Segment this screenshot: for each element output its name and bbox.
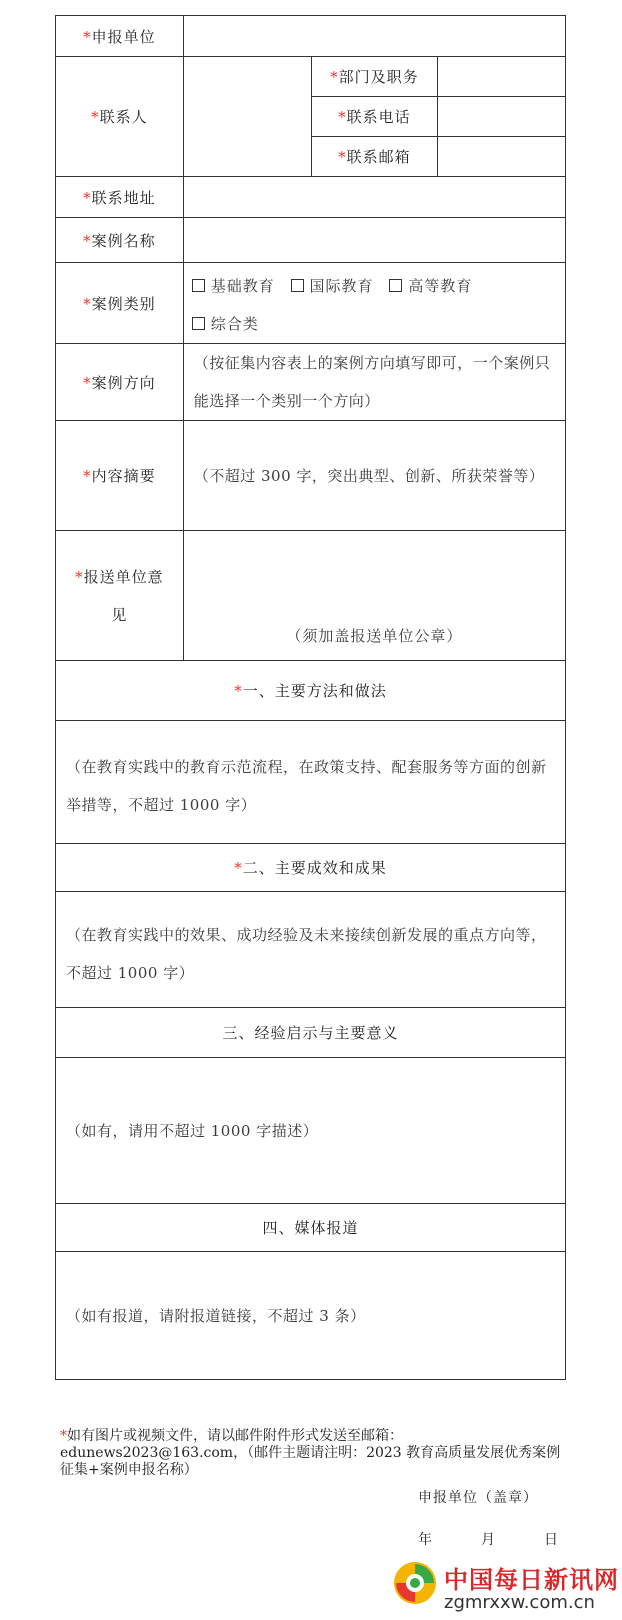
required-mark: * <box>338 108 347 126</box>
option-comprehensive[interactable]: 综合类 <box>192 315 259 333</box>
date-day: 日 <box>544 1532 558 1548</box>
section-media-body <box>56 1252 566 1380</box>
required-mark: * <box>83 373 92 392</box>
checkbox-basic-education[interactable] <box>192 279 205 292</box>
applicant-unit-field[interactable] <box>183 16 565 57</box>
case-category-label: *案例类别 <box>56 263 184 344</box>
row-applicant-unit <box>56 16 566 57</box>
unit-opinion-field[interactable] <box>183 531 565 661</box>
required-mark: * <box>83 467 92 485</box>
watermark-logo-icon <box>392 1560 438 1606</box>
contact-address-field[interactable] <box>183 177 565 218</box>
case-direction-field[interactable] <box>183 344 565 421</box>
insights-field[interactable] <box>56 1058 566 1204</box>
required-mark: * <box>91 108 100 126</box>
results-hint: （在教育实践中的效果、成功经验及未来接续创新发展的重点方向等，不超过 1000 字） <box>66 925 547 982</box>
content-summary-field[interactable] <box>183 421 565 531</box>
row-contact-address <box>56 177 566 218</box>
contact-email-label: *联系邮箱 <box>311 137 438 177</box>
department-position-label: *部门及职务 <box>311 57 438 97</box>
required-mark: * <box>234 859 243 877</box>
section-insights-body <box>56 1058 566 1204</box>
date-month: 月 <box>481 1532 495 1548</box>
unit-opinion-label: *报送单位意见 <box>56 531 184 661</box>
watermark-url: zgmrxxw.com.cn <box>444 1592 595 1613</box>
methods-field[interactable] <box>56 721 566 844</box>
department-position-field[interactable] <box>438 57 566 97</box>
option-basic-education[interactable]: 基础教育 <box>192 277 275 295</box>
checkbox-comprehensive[interactable] <box>192 317 205 330</box>
contact-phone-label: *联系电话 <box>311 97 438 137</box>
media-hint: （如有报道，请附报道链接，不超过 3 条） <box>66 1306 366 1325</box>
required-mark: * <box>338 148 347 166</box>
contact-phone-field[interactable] <box>438 97 566 137</box>
footer-note: *如有图片或视频文件，请以邮件附件形式发送至邮箱：edunews2023@163.com，（邮件主题请注明：2023 教育高质量发展优秀案例征集+案例申报名称） <box>60 1428 561 1478</box>
required-mark: * <box>83 27 92 46</box>
insights-hint: （如有，请用不超过 1000 字描述） <box>66 1121 319 1140</box>
required-mark: * <box>60 1428 67 1444</box>
section-results-body <box>56 892 566 1008</box>
required-mark: * <box>75 567 84 586</box>
required-mark: * <box>330 68 339 86</box>
contact-email-field[interactable] <box>438 137 566 177</box>
checkbox-higher-education[interactable] <box>389 279 402 292</box>
section-methods-body <box>56 721 566 844</box>
seal-note: （须加盖报送单位公章） <box>286 627 463 645</box>
option-international-education[interactable]: 国际教育 <box>291 277 374 295</box>
applicant-unit-label: *申报单位 <box>56 16 184 57</box>
section-title: *一、主要方法和做法 <box>56 661 566 721</box>
case-direction-label: *案例方向 <box>56 344 184 421</box>
option-higher-education[interactable]: 高等教育 <box>389 277 472 295</box>
section-insights-header <box>56 1008 566 1058</box>
required-mark: * <box>234 682 243 700</box>
row-case-name <box>56 218 566 263</box>
contact-address-label: *联系地址 <box>56 177 184 218</box>
checkbox-international-education[interactable] <box>291 279 304 292</box>
date-year: 年 <box>418 1532 432 1548</box>
required-mark: * <box>83 231 92 250</box>
methods-hint: （在教育实践中的教育示范流程，在政策支持、配套服务等方面的创新举措等，不超过 1000 字） <box>66 758 547 814</box>
content-summary-label: *内容摘要 <box>56 421 184 531</box>
section-media-header <box>56 1204 566 1252</box>
results-field[interactable] <box>56 892 566 1008</box>
required-mark: * <box>83 294 92 313</box>
section-title: 三、经验启示与主要意义 <box>56 1008 566 1058</box>
contact-person-label: *联系人 <box>56 57 184 177</box>
case-direction-hint: （按征集内容表上的案例方向填写即可，一个案例只能选择一个类别一个方向） <box>193 354 551 410</box>
case-name-label: *案例名称 <box>56 218 184 263</box>
row-unit-opinion <box>56 531 566 661</box>
case-category-options <box>183 263 565 344</box>
media-field[interactable] <box>56 1252 566 1380</box>
row-case-category <box>56 263 566 344</box>
row-case-direction <box>56 344 566 421</box>
section-title: 四、媒体报道 <box>56 1204 566 1252</box>
content-summary-hint: （不超过 300 字，突出典型、创新、所获荣誉等） <box>193 466 545 485</box>
row-content-summary <box>56 421 566 531</box>
watermark-title: 中国每日新讯网 <box>444 1566 619 1594</box>
section-title: *二、主要成效和成果 <box>56 844 566 892</box>
sign-unit: 申报单位（盖章） <box>418 1490 538 1506</box>
sign-date <box>418 1529 558 1549</box>
section-results-header <box>56 844 566 892</box>
application-form-table <box>55 15 566 1380</box>
site-watermark <box>392 1558 620 1618</box>
row-contact-person <box>56 57 566 97</box>
case-name-field[interactable] <box>183 218 565 263</box>
section-methods-header <box>56 661 566 721</box>
required-mark: * <box>83 188 92 207</box>
contact-person-field[interactable] <box>183 57 311 177</box>
